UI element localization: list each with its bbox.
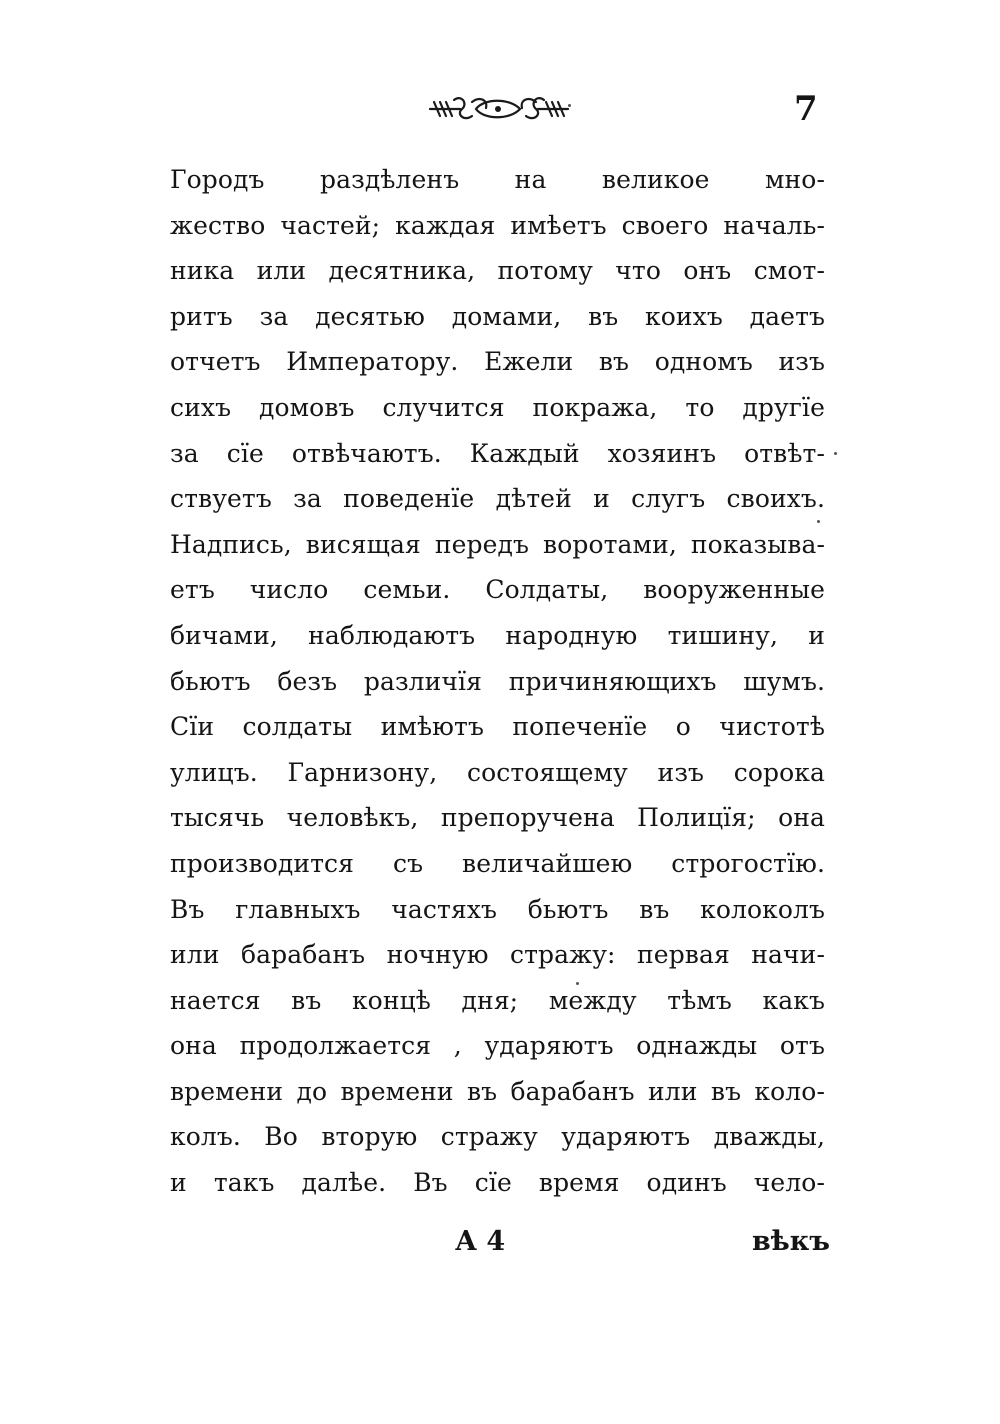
- body-text: [170, 157, 825, 1206]
- text-line: за сїе отвѣчаютъ. Каждый хозяинъ отвѣт-: [170, 438, 825, 468]
- text-line: ника или десятника, потому что онъ смот-: [170, 256, 825, 286]
- text-line: колъ. Во вторую стражу ударяютъ дважды,: [170, 1122, 825, 1152]
- text-line: бьютъ безъ различїя причиняющихъ шумъ.: [170, 666, 825, 696]
- floral-ornament-icon: [424, 90, 574, 128]
- print-speck: [817, 520, 820, 523]
- text-line: ствуетъ за поведенїе дѣтей и слугъ своихъ.: [170, 484, 825, 514]
- text-line: тысячь человѣкъ, препоручена Полицїя; она: [170, 803, 825, 833]
- text-line: Въ главныхъ частяхъ бьютъ въ колоколъ: [170, 894, 825, 924]
- text-line: Городъ раздѣленъ на великое мно-: [170, 165, 825, 194]
- text-line: или барабанъ ночную стражу: первая начи-: [170, 940, 825, 970]
- text-line: Надпись, висящая передъ воротами, показыва-: [170, 529, 825, 559]
- text-line: нается въ концѣ дня; между тѣмъ какъ: [170, 985, 825, 1015]
- catchword: вѣкъ: [752, 1226, 830, 1257]
- text-line: отчетъ Императору. Ежели въ одномъ изъ: [170, 347, 825, 377]
- text-line: производится съ величайшею строгостїю.: [170, 848, 825, 878]
- page-number: 7: [794, 89, 818, 129]
- text-line: бичами, наблюдаютъ народную тишину, и: [170, 620, 825, 650]
- text-line: улицъ. Гарнизону, состоящему изъ сорока: [170, 757, 825, 787]
- signature-mark: А 4: [455, 1226, 506, 1257]
- text-line: Сїи солдаты имѣютъ попеченїе о чистотѣ: [170, 712, 825, 742]
- text-line: и такъ далѣе. Въ сїе время одинъ чело-: [170, 1168, 825, 1198]
- text-line: ритъ за десятью домами, въ коихъ даетъ: [170, 301, 825, 331]
- print-speck: [576, 982, 579, 985]
- page-footer: [0, 1222, 1000, 1270]
- text-line: времени до времени въ барабанъ или въ коло-: [170, 1076, 825, 1106]
- text-line: етъ число семьи. Солдаты, вооруженные: [170, 575, 825, 605]
- text-line: жество частей; каждая имѣетъ своего началь-: [170, 210, 825, 240]
- text-line: сихъ домовъ случится покража, то другїе: [170, 392, 825, 422]
- text-line: она продолжается , ударяютъ однажды отъ: [170, 1031, 825, 1061]
- page-header: [0, 88, 1000, 138]
- print-speck: [568, 104, 571, 107]
- print-speck: [834, 452, 837, 455]
